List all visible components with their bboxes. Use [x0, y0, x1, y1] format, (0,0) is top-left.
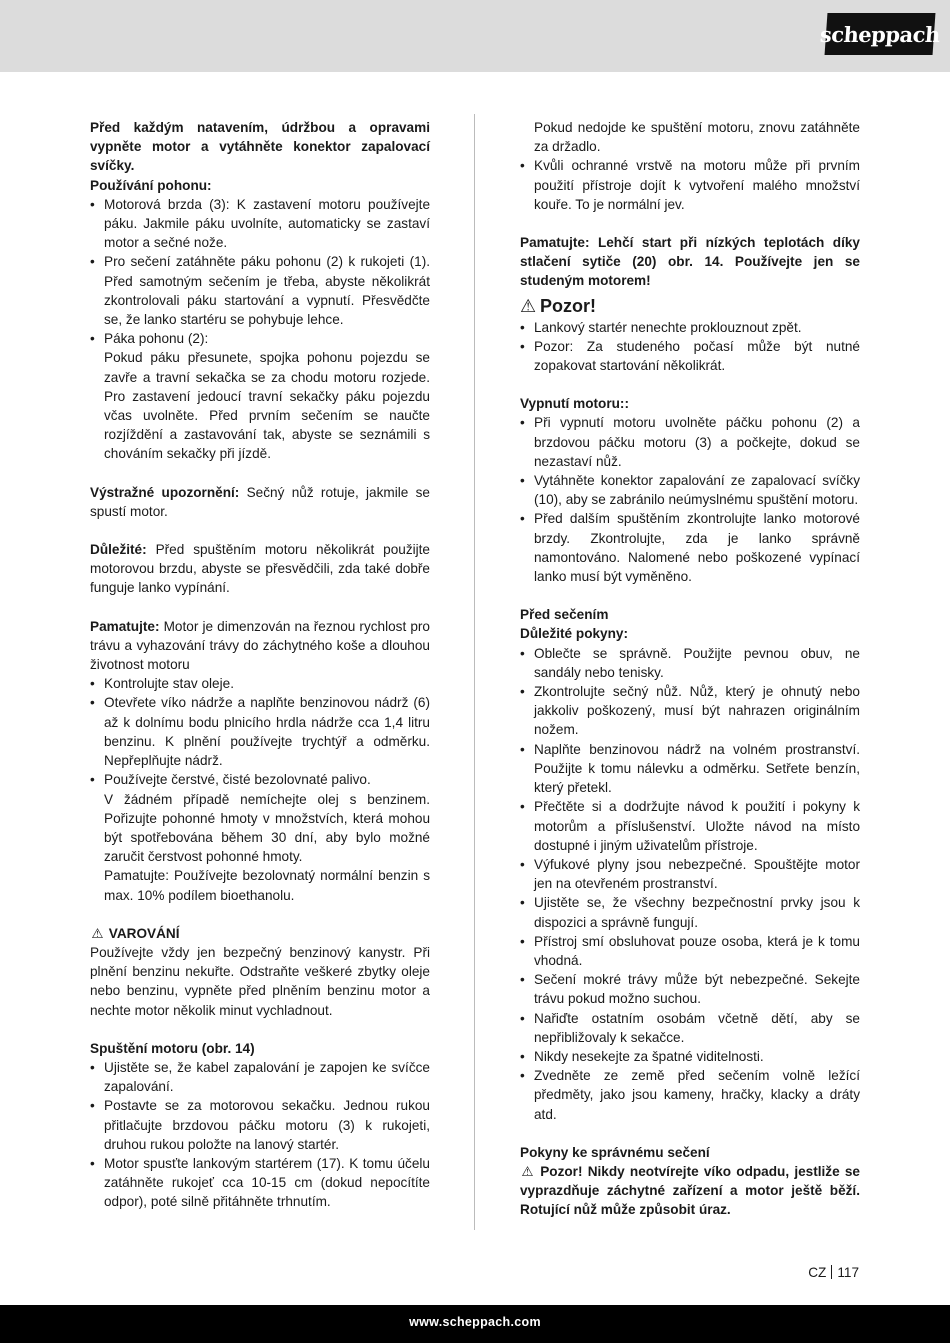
- start-list-continued: [520, 156, 860, 214]
- remember-label: Pamatujte:: [90, 618, 160, 634]
- remember-note: [90, 617, 430, 675]
- list-item: • Pro sečení zatáhněte páku pohonu (2) k rukojeti (1). Před samotným sečením je třeba, abyste několikrát zkontrolovali páku startování a vypnutí. Přesvědčte se, že lanko startéru se pohybuje lehce.: [90, 252, 430, 329]
- warning-note: [90, 483, 430, 521]
- warning-triangle-icon: ⚠: [520, 295, 537, 316]
- pozor-heading: [520, 295, 860, 317]
- list-item: • Postavte se za motorovou sekačku. Jednou rukou přitlačujte brzdovou páčku motoru (3) k rukojeti, druhou rukou položte na lanový startér.: [90, 1096, 430, 1154]
- page-language: CZ: [808, 1265, 827, 1280]
- varovani-title: VAROVÁNÍ: [108, 925, 180, 941]
- drive-lever-description: Pokud páku přesunete, spojka pohonu pojezdu se zavře a travní sekačka se za chodu motoru rozjede. Pro zastavení jedoucí travní sekačky páku pojezdu včas uvolněte. Před prvním sečením se naučte rozjíždění a zastavování tak, abyste se seznámili s chováním sekačky při jízdě.: [104, 350, 430, 462]
- list-item: • Vytáhněte konektor zapalování ze zapalovací svíčky (10), aby se zabránilo neúmyslnému spuštění motoru.: [520, 471, 860, 509]
- list-item: • Motor spusťte lankovým startérem (17). K tomu účelu zatáhněte rukojeť cca 10-15 cm (dokud nepocítíte odpor), poté silně přitáhněte trhnutím.: [90, 1154, 430, 1212]
- important-note: [90, 540, 430, 598]
- list-item: • Nařiďte ostatním osobám včetně dětí, aby se nepřibližovaly k sekačce.: [520, 1009, 860, 1047]
- list-item: • Používejte čerstvé, čisté bezolovnaté palivo.: [90, 770, 430, 789]
- list-item: • Lankový startér nenechte proklouznout zpět.: [520, 318, 860, 337]
- warning-triangle-icon: ⚠: [521, 1163, 534, 1179]
- before-mowing-heading: Před sečením: [520, 607, 609, 623]
- drive-heading: Používání pohonu:: [90, 177, 212, 193]
- before-mowing-subheading: Důležité pokyny:: [520, 626, 629, 642]
- engine-off-heading: Vypnutí motoru::: [520, 396, 629, 412]
- correct-mowing-warning: [520, 1162, 860, 1220]
- start-continuation: Pokud nedojde ke spuštění motoru, znovu zatáhněte za držadlo.: [534, 120, 860, 155]
- pozor-title: Pozor!: [540, 295, 597, 316]
- list-item: • Ujistěte se, že kabel zapalování je zapojen ke svíčce zapalování.: [90, 1058, 430, 1096]
- list-item: • Sečení mokré trávy může být nebezpečné. Sekejte trávu pokud možno suchou.: [520, 970, 860, 1008]
- list-item: • Před dalším spuštěním zkontrolujte lanko motorové brzdy. Zkontrolujte, zda je lanko správně namontováno. Nalomené nebo poškozené vypínací lanko musí být vyměněno.: [520, 509, 860, 586]
- fuel-continuation: V žádném případě nemíchejte olej s benzinem. Pořizujte pohonné hmoty v množstvích, která mohou být spotřebována během 30 dní, aby bylo možné zaručit čerstvost pohonné hmoty.: [104, 791, 430, 865]
- remember-text: Motor je dimenzován na řeznou rychlost pro trávu a vyhazování trávy do záchytného koše a dlouhou životnost motoru: [90, 618, 430, 673]
- pozor-list: [520, 318, 860, 376]
- varovani-text: Používejte vždy jen bezpečný benzinový kanystr. Při plnění benzinu nekuřte. Odstraňte veškeré zbytky oleje nebo benzinu, vypněte před plněním benzinu motor a nechte motor několik minut vychladnout.: [90, 944, 430, 1018]
- intro-warning: Před každým natavením, údržbou a opravami vypněte motor a vytáhněte konektor zapalovací svíčky.: [90, 120, 430, 174]
- list-item: • Ujistěte se, že všechny bezpečnostní prvky jsou k dispozici a správně fungují.: [520, 893, 860, 931]
- list-item: • Výfukové plyny jsou nebezpečné. Spouštějte motor jen na otevřeném prostranství.: [520, 855, 860, 893]
- list-item: • Zvedněte ze země před sečením volně ležící předměty, jako jsou kameny, hračky, klacky a dráty atd.: [520, 1066, 860, 1124]
- start-heading: Spuštění motoru (obr. 14): [90, 1040, 255, 1056]
- list-item: • Zkontrolujte sečný nůž. Nůž, který je ohnutý nebo jakkoliv poškozený, musí být nahrazen originálním nožem.: [520, 682, 860, 740]
- list-item: • Páka pohonu (2):: [90, 329, 430, 348]
- page-number: [808, 1265, 859, 1280]
- choke-remember: Pamatujte: Lehčí start při nízkých teplotách díky stlačení sytiče (20) obr. 14. Používejte jen se studeným motorem!: [520, 235, 860, 289]
- list-item: • Otevřete víko nádrže a naplňte benzinovou nádrž (6) až k dolnímu bodu plnicího hrdla nádrže cca 1,4 litru benzinu. K plnění používejte trychtýř a odměrku. Nepřeplňujte nádrž.: [90, 693, 430, 770]
- fuel-list: [90, 674, 430, 789]
- correct-mowing-warning-text: Pozor! Nikdy neotvírejte víko odpadu, jestliže se vyprazdňuje záchytné zařízení a motor ještě běží. Rotující nůž může způsobit úraz.: [520, 1163, 860, 1218]
- warning-triangle-icon: ⚠: [91, 925, 104, 941]
- important-text: Před spuštěním motoru několikrát použijte motorovou brzdu, abyste se přesvědčili, zda také dobře funguje lanko vypínání.: [90, 542, 430, 596]
- correct-mowing-heading: Pokyny ke správnému sečení: [520, 1144, 710, 1160]
- column-divider: [474, 114, 475, 1230]
- scheppach-logo: scheppach: [825, 13, 936, 55]
- start-list: [90, 1058, 430, 1212]
- header-band: [0, 0, 950, 72]
- important-label: Důležité:: [90, 542, 147, 558]
- right-column: [520, 118, 860, 1220]
- varovani-heading: [90, 924, 430, 943]
- page-number-separator: [831, 1265, 832, 1279]
- footer-url[interactable]: www.scheppach.com: [409, 1315, 541, 1329]
- warning-note-text: Sečný nůž rotuje, jakmile se spustí motor.: [90, 484, 430, 519]
- before-mowing-list: [520, 644, 860, 1124]
- engine-off-list: [520, 413, 860, 586]
- list-item: • Naplňte benzinovou nádrž na volném prostranství. Použijte k tomu nálevku a odměrku. Setřete benzín, který přetekl.: [520, 740, 860, 798]
- warning-note-label: Výstražné upozornění:: [90, 484, 240, 500]
- list-item: • Pozor: Za studeného počasí může být nutné zopakovat startování několikrát.: [520, 337, 860, 375]
- list-item: • Přístroj smí obsluhovat pouze osoba, která je k tomu vhodná.: [520, 932, 860, 970]
- left-column: [90, 118, 430, 1212]
- list-item: • Kontrolujte stav oleje.: [90, 674, 430, 693]
- page-number-value: 117: [837, 1265, 859, 1280]
- list-item: • Při vypnutí motoru uvolněte páčku pohonu (2) a brzdovou páčku motoru (3) a počkejte, dokud se nezastaví nůž.: [520, 413, 860, 471]
- list-item: • Kvůli ochranné vrstvě na motoru může při prvním použití přístroje dojít k vytvoření malého množství kouře. To je normální jev.: [520, 156, 860, 214]
- list-item: • Motorová brzda (3): K zastavení motoru používejte páku. Jakmile páku uvolníte, automaticky se zastaví motor a sečné nože.: [90, 195, 430, 253]
- fuel-remember: Pamatujte: Používejte bezolovnatý normální benzin s max. 10% podílem bioethanolu.: [104, 868, 430, 903]
- drive-list: [90, 195, 430, 349]
- list-item: • Nikdy nesekejte za špatné viditelnosti.: [520, 1047, 860, 1066]
- list-item: • Přečtěte si a dodržujte návod k použití i pokyny k motorům a příslušenství. Uložte návod na místo dostupné i jiným uživatelům přístroje.: [520, 797, 860, 855]
- list-item: • Oblečte se správně. Použijte pevnou obuv, ne sandály nebo tenisky.: [520, 644, 860, 682]
- footer-bar: [0, 1305, 950, 1343]
